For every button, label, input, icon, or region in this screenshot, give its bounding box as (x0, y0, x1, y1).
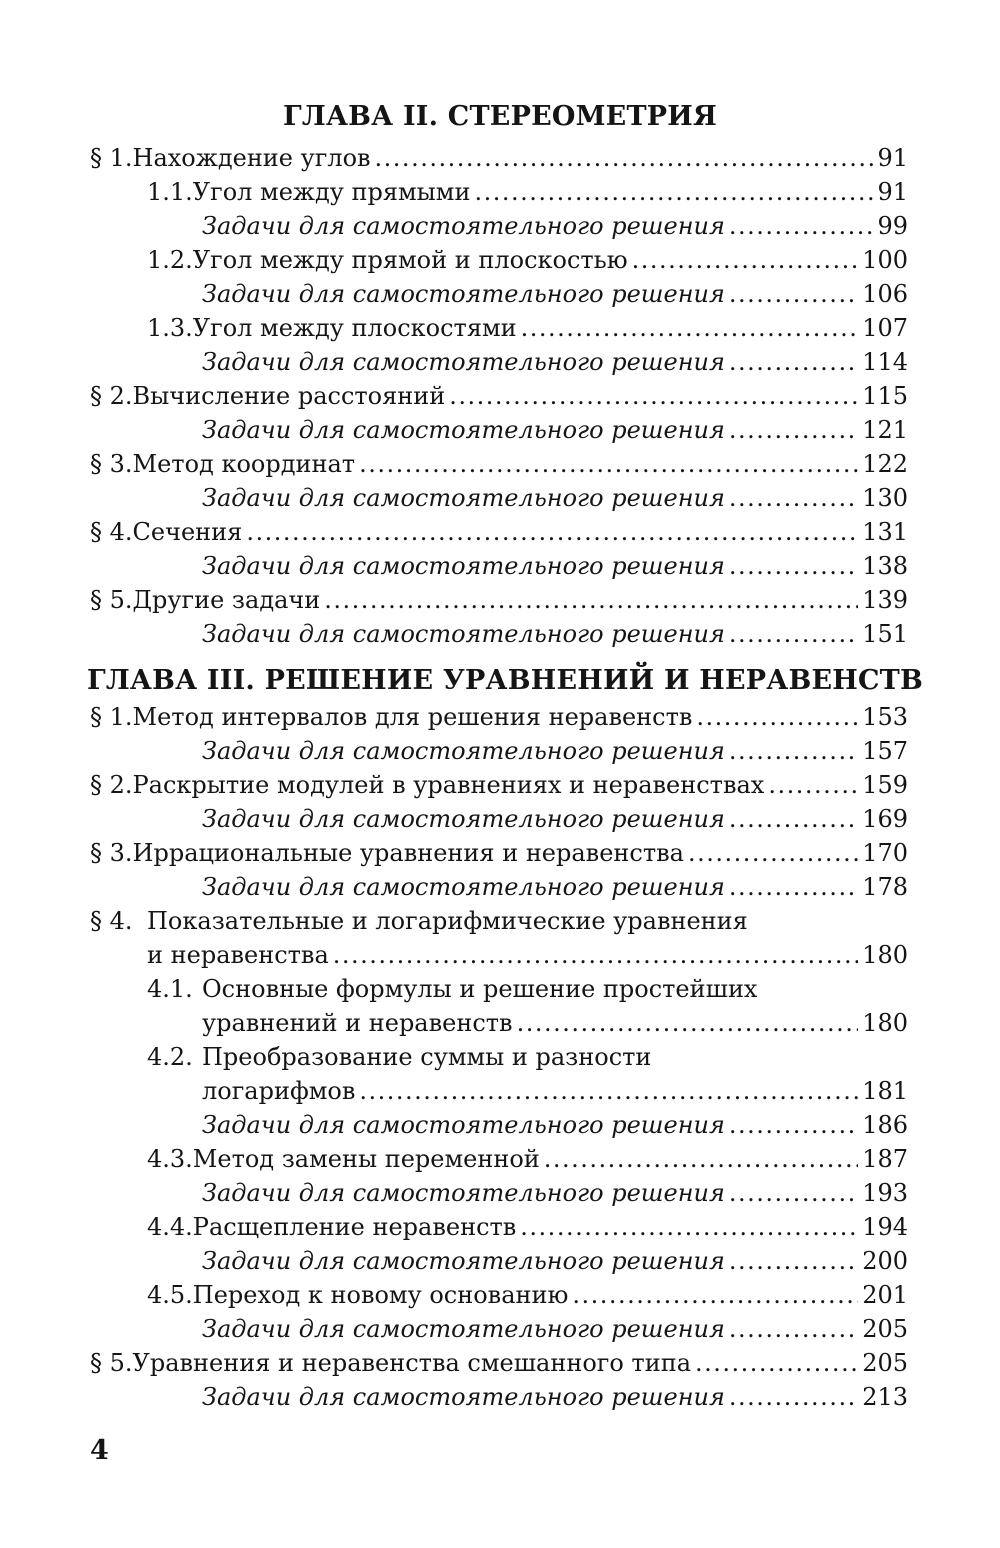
entry-title: Задачи для самостоятельного решения (202, 620, 725, 648)
page-number: 121 (862, 416, 908, 444)
section-number: § 5. (90, 586, 133, 614)
entry-title: Показательные и логарифмические уравнения (147, 907, 748, 935)
dot-leader (729, 413, 858, 447)
page-number: 178 (862, 873, 908, 901)
dot-leader (375, 141, 874, 175)
toc-entry[interactable] (147, 243, 908, 277)
section-number: 1.1. (147, 178, 193, 206)
entry-title-continued: уравнений и неравенств (202, 1009, 513, 1037)
entry-title: Переход к новому основанию (192, 1281, 569, 1309)
toc-entry-tasks[interactable] (202, 1176, 908, 1210)
entry-title-continued: и неравенства (147, 941, 329, 969)
toc-entry[interactable] (202, 1006, 908, 1040)
page-number: 194 (862, 1213, 908, 1241)
dot-leader (695, 1346, 858, 1380)
entry-title: Уравнения и неравенства смешанного типа (132, 1349, 691, 1377)
section-number: 4.4. (147, 1213, 193, 1241)
page-number: 139 (862, 586, 908, 614)
chapter-3-heading: ГЛАВА III. РЕШЕНИЕ УРАВНЕНИЙ И НЕРАВЕНСТВ (87, 665, 923, 696)
dot-leader (729, 870, 858, 904)
page-number: 107 (862, 314, 908, 342)
entry-title: Задачи для самостоятельного решения (202, 484, 725, 512)
dot-leader (729, 734, 858, 768)
entry-title: Другие задачи (132, 586, 321, 614)
toc-entry[interactable] (147, 175, 908, 209)
toc-entry[interactable] (90, 141, 908, 175)
dot-leader (520, 1210, 858, 1244)
dot-leader (729, 277, 858, 311)
toc-entry-tasks[interactable] (202, 1312, 908, 1346)
page-number: 181 (862, 1077, 908, 1105)
toc-entry-tasks[interactable] (202, 870, 908, 904)
dot-leader (729, 345, 858, 379)
entry-title: Метод координат (132, 450, 356, 478)
section-number: § 1. (90, 144, 133, 172)
toc-entry-tasks[interactable] (202, 277, 908, 311)
section-number: § 2. (90, 382, 133, 410)
toc-entry[interactable] (90, 836, 908, 870)
toc-entry[interactable] (147, 311, 908, 345)
page-number: 180 (862, 941, 908, 969)
dot-leader (246, 515, 858, 549)
section-number: 4.3. (147, 1145, 193, 1173)
entry-title-continued: логарифмов (202, 1077, 356, 1105)
entry-title: Задачи для самостоятельного решения (202, 416, 725, 444)
section-number: § 2. (90, 771, 133, 799)
dot-leader (449, 379, 858, 413)
dot-leader (729, 209, 874, 243)
toc-entry-line[interactable] (147, 972, 757, 1006)
page-number: 151 (862, 620, 908, 648)
page-number: 130 (862, 484, 908, 512)
dot-leader (729, 549, 858, 583)
toc-entry-tasks[interactable] (202, 549, 908, 583)
entry-title: Задачи для самостоятельного решения (202, 737, 725, 765)
entry-title: Задачи для самостоятельного решения (202, 1315, 725, 1343)
entry-title: Задачи для самостоятельного решения (202, 1179, 725, 1207)
page-number: 138 (862, 552, 908, 580)
section-number: § 5. (90, 1349, 133, 1377)
toc-entry-tasks[interactable] (202, 481, 908, 515)
page-number: 157 (862, 737, 908, 765)
entry-title: Угол между прямой и плоскостью (192, 246, 628, 274)
toc-entry[interactable] (147, 1210, 908, 1244)
page-number: 170 (862, 839, 908, 867)
page-number: 213 (862, 1383, 908, 1411)
dot-leader (359, 447, 858, 481)
toc-entry-tasks[interactable] (202, 802, 908, 836)
page-number: 186 (862, 1111, 908, 1139)
entry-title: Угол между плоскостями (192, 314, 517, 342)
page-number: 115 (862, 382, 908, 410)
dot-leader (474, 175, 873, 209)
section-number: 1.2. (147, 246, 193, 274)
entry-title: Задачи для самостоятельного решения (202, 552, 725, 580)
entry-title: Иррациональные уравнения и неравенства (132, 839, 684, 867)
dot-leader (521, 311, 859, 345)
toc-entry[interactable] (90, 1346, 908, 1380)
toc-entry[interactable] (90, 768, 908, 802)
dot-leader (729, 1108, 858, 1142)
toc-entry-tasks[interactable] (202, 209, 908, 243)
entry-title: Нахождение углов (132, 144, 371, 172)
section-number: 1.3. (147, 314, 193, 342)
toc-entry[interactable] (147, 1278, 908, 1312)
page-number: 201 (862, 1281, 908, 1309)
section-number: § 4. (90, 907, 133, 935)
toc-entry-line[interactable] (90, 904, 748, 938)
toc-entry[interactable] (90, 583, 908, 617)
entry-title: Вычисление расстояний (132, 382, 446, 410)
dot-leader (688, 836, 858, 870)
dot-leader (729, 1244, 858, 1278)
page-number: 131 (862, 518, 908, 546)
entry-title: Сечения (132, 518, 243, 546)
entry-title: Метод интервалов для решения неравенств (132, 703, 693, 731)
entry-title: Задачи для самостоятельного решения (202, 805, 725, 833)
section-number: § 3. (90, 839, 133, 867)
dot-leader (729, 481, 858, 515)
page-number: 106 (862, 280, 908, 308)
dot-leader (729, 802, 858, 836)
page-number: 91 (877, 144, 908, 172)
page-number: 205 (862, 1349, 908, 1377)
entry-title: Задачи для самостоятельного решения (202, 1111, 725, 1139)
section-number: 4.2. (147, 1043, 193, 1071)
dot-leader (359, 1074, 858, 1108)
dot-leader (324, 583, 858, 617)
page-number: 159 (862, 771, 908, 799)
entry-title: Задачи для самостоятельного решения (202, 1383, 725, 1411)
entry-title: Расщепление неравенств (192, 1213, 517, 1241)
dot-leader (544, 1142, 858, 1176)
toc-entry-tasks[interactable] (202, 734, 908, 768)
toc-entry[interactable] (90, 379, 908, 413)
chapter-2-heading: ГЛАВА II. СТЕРЕОМЕТРИЯ (283, 101, 717, 132)
page-number: 193 (862, 1179, 908, 1207)
page-number: 153 (862, 703, 908, 731)
toc-entry[interactable] (202, 1074, 908, 1108)
toc-entry-tasks[interactable] (202, 345, 908, 379)
dot-leader (632, 243, 859, 277)
toc-entry-tasks[interactable] (202, 617, 908, 651)
entry-title: Задачи для самостоятельного решения (202, 348, 725, 376)
dot-leader (572, 1278, 858, 1312)
page-number: 180 (862, 1009, 908, 1037)
page-number: 200 (862, 1247, 908, 1275)
section-number: § 4. (90, 518, 133, 546)
toc-entry[interactable] (90, 700, 908, 734)
page-folio: 4 (90, 1435, 109, 1466)
page-number: 169 (862, 805, 908, 833)
page-number: 122 (862, 450, 908, 478)
page-number: 114 (862, 348, 908, 376)
dot-leader (517, 1006, 859, 1040)
toc-entry[interactable] (147, 1142, 908, 1176)
entry-title: Основные формулы и решение простейших (202, 975, 758, 1003)
toc-entry-tasks[interactable] (202, 413, 908, 447)
page-number: 100 (862, 246, 908, 274)
toc-entry[interactable] (90, 447, 908, 481)
toc-entry-line[interactable] (147, 1040, 651, 1074)
section-number: 4.5. (147, 1281, 193, 1309)
toc-entry-tasks[interactable] (202, 1244, 908, 1278)
section-number: § 1. (90, 703, 133, 731)
toc-entry-tasks[interactable] (202, 1380, 908, 1414)
dot-leader (729, 1176, 858, 1210)
page-number: 187 (862, 1145, 908, 1173)
toc-entry[interactable] (147, 938, 908, 972)
entry-title: Метод замены переменной (192, 1145, 540, 1173)
page-number: 205 (862, 1315, 908, 1343)
dot-leader (768, 768, 858, 802)
entry-title: Угол между прямыми (192, 178, 471, 206)
page-number: 91 (877, 178, 908, 206)
entry-title: Преобразование суммы и разности (202, 1043, 652, 1071)
section-number: § 3. (90, 450, 133, 478)
entry-title: Задачи для самостоятельного решения (202, 873, 725, 901)
dot-leader (333, 938, 858, 972)
toc-entry-tasks[interactable] (202, 1108, 908, 1142)
section-number: 4.1. (147, 975, 193, 1003)
dot-leader (729, 1380, 858, 1414)
entry-title: Задачи для самостоятельного решения (202, 1247, 725, 1275)
toc-entry[interactable] (90, 515, 908, 549)
page-number: 99 (877, 212, 908, 240)
entry-title: Задачи для самостоятельного решения (202, 280, 725, 308)
entry-title: Задачи для самостоятельного решения (202, 212, 725, 240)
entry-title: Раскрытие модулей в уравнениях и неравенствах (132, 771, 765, 799)
dot-leader (696, 700, 858, 734)
dot-leader (729, 1312, 858, 1346)
dot-leader (729, 617, 858, 651)
